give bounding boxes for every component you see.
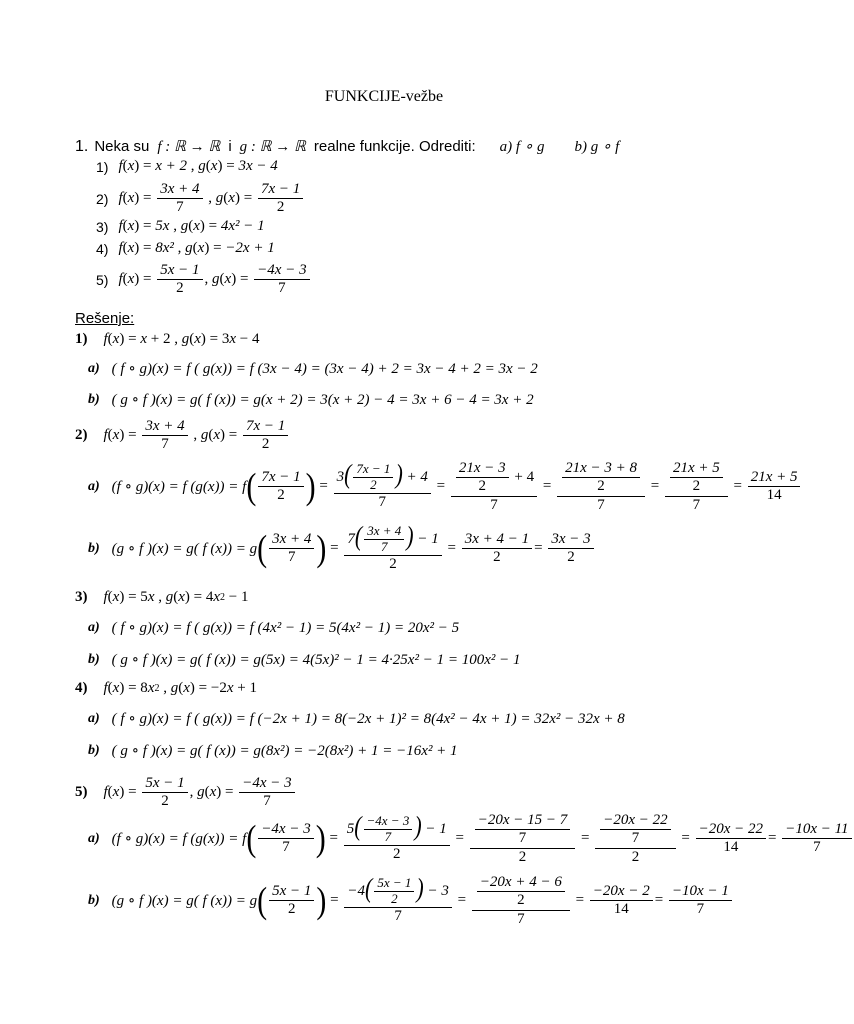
solution-2b: b) (g ∘ f )(x) = g( f (x)) = g ( $\frac{3x + 4}{7}$ ) = 7( $\frac{3x + 4}{7}$ ) − 1 2 = $\frac{3x + 4 - 1}{2}$ = $\frac{3x - 3}{2}$	[88, 524, 596, 573]
problem-item-3: 3) f ( x ) = 5x , g ( x ) = 4x² − 1	[96, 218, 265, 235]
solution-5b: b) (g ∘ f )(x) = g( f (x)) = g ( $\frac{5x - 1}{2}$ ) = −4( $\frac{5x - 1}{2}$ ) − 3 7 = $\frac{\frac{-20x + 4 - 6}{2}}{7}$ = $\frac{-20x - 2}{14}$ = $\frac{-10x - 1}{7}$	[88, 874, 734, 928]
problem-statement: 1. Neka su f : ℝ → ℝ i g : ℝ → ℝ realne funkcije. Odrediti: a) f ∘ g b) g ∘ f	[75, 137, 620, 155]
solution-3-header: 3) f ( x ) = 5 x , g ( x ) = 4 x 2 − 1	[75, 589, 249, 605]
solution-3a: a) ( f ∘ g)(x) = f ( g(x)) = f (4x² − 1) = 5(4x² − 1) = 20x² − 5	[88, 619, 460, 636]
solution-2-header: 2) f ( x ) = $\frac{3x + 4}{7}$ , g ( x ) = $\frac{7x - 1}{2}$	[75, 418, 290, 454]
solution-4b: b) ( g ∘ f )(x) = g( f (x)) = g(8x²) = −2(8x²) + 1 = −16x² + 1	[88, 742, 458, 759]
solution-1-header: 1) f ( x ) = x + 2 , g ( x ) = 3 x − 4	[75, 331, 260, 347]
task-a: a) f ∘ g	[499, 139, 545, 155]
problem-intro-rest: realne funkcije. Odrediti:	[313, 138, 476, 155]
solution-5-header: 5) f ( x ) = $\frac{5x - 1}{2}$ , g ( x ) = $\frac{-4x - 3}{7}$	[75, 775, 297, 811]
problem-item-2: 2) f ( x ) = $\frac{3x + 4}{7}$ , g ( x ) = $\frac{7x - 1}{2}$	[96, 181, 305, 217]
solution-4-header: 4) f ( x ) = 8 x 2 , g ( x ) = −2 x + 1	[75, 680, 257, 696]
problem-intro: Neka su	[94, 138, 150, 155]
solution-1a: a) ( f ∘ g)(x) = f ( g(x)) = f (3x − 4) = (3x − 4) + 2 = 3x − 4 + 2 = 3x − 2	[88, 360, 538, 377]
solution-1b: b) ( g ∘ f )(x) = g( f (x)) = g(x + 2) = 3(x + 2) − 4 = 3x + 6 − 4 = 3x + 2	[88, 391, 534, 408]
g-mapping: g : ℝ → ℝ	[239, 139, 306, 155]
problem-number: 1.	[75, 137, 89, 155]
problem-item-4: 4) f ( x ) = 8x² , g ( x ) = −2x + 1	[96, 240, 275, 257]
task-b: b) g ∘ f	[574, 139, 620, 155]
solution-2a: a) (f ∘ g)(x) = f (g(x)) = f ( $\frac{7x - 1}{2}$ ) = 3( $\frac{7x - 1}{2}$ ) + 4 7 = $\frac{21x - 3}{2}$ + 4 7 = $\frac{\frac{21x - 3 + 8}{2}}{7}$ = $\frac{\frac{21x + 5}{2}}{7}$ = $\frac{21x + 5}{14}$	[88, 460, 802, 514]
f-mapping: f : ℝ → ℝ	[157, 139, 221, 155]
solution-3b: b) ( g ∘ f )(x) = g( f (x)) = g(5x) = 4(5x)² − 1 = 4·25x² − 1 = 100x² − 1	[88, 651, 521, 668]
problem-item-1: 1) f ( x ) = x + 2 , g ( x ) = 3x − 4	[96, 158, 278, 175]
solution-heading: Rešenje:	[75, 310, 135, 327]
page-title: FUNKCIJE-vežbe	[324, 88, 444, 105]
solution-4a: a) ( f ∘ g)(x) = f ( g(x)) = f (−2x + 1) = 8(−2x + 1)² = 8(4x² − 4x + 1) = 32x² − 32x + 8	[88, 710, 625, 727]
problem-item-5: 5) f ( x ) = $\frac{5x - 1}{2}$ , g ( x ) = $\frac{-4x - 3}{7}$	[96, 262, 312, 298]
solution-5a: a) (f ∘ g)(x) = f (g(x)) = f ( $\frac{-4x - 3}{7}$ ) = 5( $\frac{-4x - 3}{7}$ ) − 1 2 = $\frac{\frac{-20x - 15 - 7}{7}}{2}$ = $\frac{\frac{-20x - 22}{7}}{2}$ = $\frac{-20x - 22}{14}$ = $\frac{-10x - 11}{7}$	[88, 812, 854, 866]
